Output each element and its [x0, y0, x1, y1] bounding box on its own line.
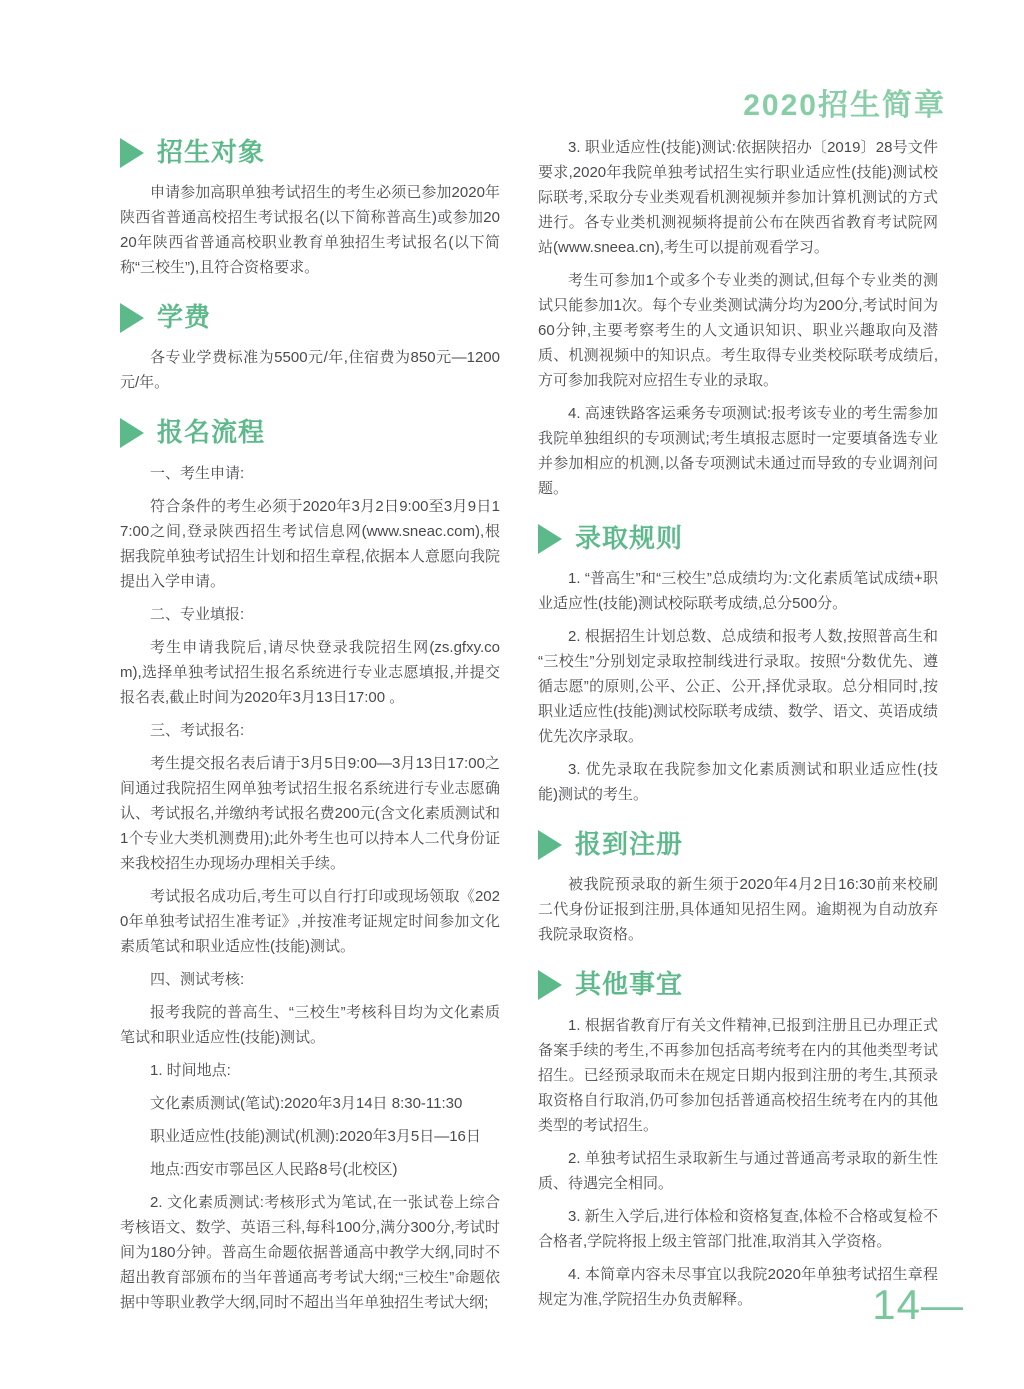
paragraph: 三、考试报名:: [150, 721, 245, 739]
section-title: 其他事宜: [575, 969, 684, 1000]
paragraph: 4. 本简章内容未尽事宜以我院2020年单独考试招生章程规定为准,学院招生办负责解释。: [538, 1265, 938, 1308]
section-title: 招生对象: [157, 137, 266, 167]
paragraph: 1. “普高生”和“三校生”总成绩均为:文化素质笔试成绩+职业适应性(技能)测试校际联考成绩,总分500分。: [538, 570, 938, 613]
paragraph: 2. 单独考试招生录取新生与通过普通高考录取的新生性质、待遇完全相同。: [538, 1149, 938, 1192]
section-header: [120, 302, 500, 333]
section: [538, 829, 938, 947]
paragraph: 3. 职业适应性(技能)测试:依据陕招办〔2019〕28号文件要求,2020年我院单独考试招生实行职业适应性(技能)测试校际联考,采取分专业类观看机测视频并参加计算机测试的方式进行。各专业类机测视频将提前公布在陕西省教育考试院网站(www.sneea.cn),考生可以提前观看学习。: [538, 139, 938, 256]
section-header: [538, 829, 938, 860]
paragraph: 1. 根据省教育厅有关文件精神,已报到注册且已办理正式备案手续的考生,不再参加包括高考统考在内的其他类型考试招生。已经预录取而未在规定日期内报到注册的考生,其预录取资格自行取消,仍可参加包括普通高校招生统考在内的其他类型的考试招生。: [538, 1016, 938, 1134]
paragraph: 四、测试考核:: [150, 970, 245, 988]
paragraph: 二、专业填报:: [150, 605, 245, 623]
paragraph: 2. 根据招生计划总数、总成绩和报考人数,按照普高生和“三校生”分别划定录取控制线进行录取。按照“分数优先、遵循志愿”的原则,公平、公正、公开,择优录取。总分相同时,按职业适应性(技能)测试校际联考成绩、数学、语文、英语成绩优先次序录取。: [538, 628, 938, 746]
triangle-bullet-icon: [120, 138, 144, 168]
paragraph: 3. 新生入学后,进行体检和资格复查,体检不合格或复检不合格者,学院将报上级主管部门批准,取消其入学资格。: [538, 1207, 939, 1250]
page-title: 2020招生简章: [743, 89, 946, 122]
triangle-bullet-icon: [538, 970, 562, 1000]
section-title: 报到注册: [575, 829, 684, 860]
paragraph: 地点:西安市鄠邑区人民路8号(北校区): [150, 1160, 398, 1178]
section-title: 报名流程: [157, 417, 266, 448]
paragraph: 一、考生申请:: [150, 464, 245, 482]
triangle-bullet-icon: [538, 524, 562, 554]
section-header: [538, 969, 938, 1000]
paragraph: 2. 文化素质测试:考核形式为笔试,在一张试卷上综合考核语文、数学、英语三科,每科100分,满分300分,考试时间为180分钟。普高生命题依据普通高中教学大纲,同时不超出教育部颁布的当年普通高考考试大纲;“三校生”命题依据中等职业教学大纲,同时不超出当年单独招生考试大纲;: [120, 1193, 500, 1311]
page-number: 14—: [872, 1281, 964, 1328]
paragraph: 被我院预录取的新生须于2020年4月2日16:30前来校刷二代身份证报到注册,具体通知见招生网。逾期视为自动放弃我院录取资格。: [538, 876, 938, 944]
triangle-bullet-icon: [120, 418, 144, 448]
section: [538, 135, 938, 501]
paragraph: 申请参加高职单独考试招生的考生必须已参加2020年陕西省普通高校招生考试报名(以下简称普高生)或参加2020年陕西省普通高校职业教育单独招生考试报名(以下简称“三校生”),且符合资格要求。: [120, 184, 500, 277]
section: [120, 417, 500, 1314]
section-title: 学费: [157, 302, 212, 333]
paragraph: 各专业学费标准为5500元/年,住宿费为850元—1200元/年。: [120, 349, 500, 392]
triangle-bullet-icon: [538, 830, 562, 860]
paragraph: 考生可参加1个或多个专业类的测试,但每个专业类的测试只能参加1次。每个专业类测试满分均为200分,考试时间为60分钟,主要考察考生的人文通识知识、职业兴趣取向及潜质、机测视频中的知识点。考生取得专业类校际联考成绩后,方可参加我院对应招生专业的录取。: [538, 272, 938, 389]
section: [120, 137, 500, 280]
section-header: [120, 137, 500, 168]
section: [120, 302, 500, 395]
section: [538, 969, 938, 1311]
triangle-bullet-icon: [120, 303, 144, 333]
left-column: [120, 135, 500, 1323]
section-header: [120, 417, 500, 448]
paragraph: 文化素质测试(笔试):2020年3月14日 8:30-11:30: [150, 1094, 463, 1112]
section-title: 录取规则: [575, 523, 684, 553]
paragraph: 考生提交报名表后请于3月5日9:00—3月13日17:00之间通过我院招生网单独考试招生报名系统进行专业志愿确认、考试报名,并缴纳考试报名费200元(含文化素质测试和1个专业大类机测费用);此外考生也可以持本人二代身份证来我校招生办现场办理相关手续。: [120, 754, 500, 872]
right-column: [538, 135, 938, 1320]
paragraph: 4. 高速铁路客运乘务专项测试:报考该专业的考生需参加我院单独组织的专项测试;考生填报志愿时一定要填备选专业并参加相应的机测,以备专项测试未通过而导致的专业调剂问题。: [538, 405, 938, 497]
paragraph: 职业适应性(技能)测试(机测):2020年3月5日—16日: [150, 1127, 481, 1145]
section-header: [538, 523, 938, 554]
paragraph: 1. 时间地点:: [150, 1061, 231, 1079]
paragraph: 3. 优先录取在我院参加文化素质测试和职业适应性(技能)测试的考生。: [538, 761, 938, 804]
paragraph: 考生申请我院后,请尽快登录我院招生网(zs.gfxy.com),选择单独考试招生报名系统进行专业志愿填报,并提交报名表,截止时间为2020年3月13日17:00 。: [120, 638, 500, 706]
paragraph: 考试报名成功后,考生可以自行打印或现场领取《2020年单独考试招生准考证》,并按准考证规定时间参加文化素质笔试和职业适应性(技能)测试。: [120, 887, 500, 955]
paragraph: 报考我院的普高生、“三校生”考核科目均为文化素质笔试和职业适应性(技能)测试。: [120, 1003, 500, 1046]
section: [538, 523, 938, 807]
paragraph: 符合条件的考生必须于2020年3月2日9:00至3月9日17:00之间,登录陕西招生考试信息网(www.sneac.com),根据我院单独考试招生计划和招生章程,依据本人意愿向我院提出入学申请。: [120, 497, 500, 590]
